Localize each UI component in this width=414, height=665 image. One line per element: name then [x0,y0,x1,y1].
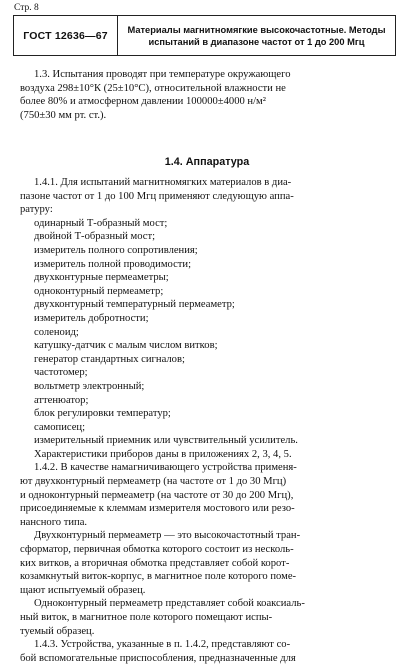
list-item: соленоид; [34,326,79,338]
text-line: 1.3. Испытания проводят при температуре окружающего [34,69,291,80]
list-item: блок регулировки температур; [34,408,171,420]
list-item: частотомер; [34,367,88,379]
title-line: Материалы магнитномягкие высокочастотные. Методы [127,24,386,35]
text-line: 1.4.1. Для испытаний магнитномягких материалов в диа- [34,177,292,188]
text-line: 1.4.3. Устройства, указанные в п. 1.4.2, представляют со- [34,639,291,651]
section-1-4-body [20,176,395,665]
list-item: измеритель полной проводимости; [34,258,192,270]
list-item: двухконтурные пермеаметры; [34,272,169,284]
text-line: воздуха 298±10°К (25±10°С), относительной влажности не [20,82,286,94]
text-line: бой вспомогательные приспособления, предназначенные для [20,652,296,664]
list-item: генератор стандартных сигналов; [34,353,185,365]
text-line: ют двухконтурный пермеаметр (на частоте от 1 до 30 Мгц) [20,476,287,488]
list-item: двухконтурный температурный пермеаметр; [34,299,235,311]
text-line: 1.4.2. В качестве намагничивающего устройства применя- [34,462,297,474]
list-item: одинарный Т-образный мост; [34,217,168,229]
list-item: двойной Т-образный мост; [34,231,156,243]
text-line: (750±30 мм рт. ст.). [20,109,107,121]
title-line: испытаний в диапазоне частот от 1 до 200 Мгц [148,36,365,47]
text-line: Одноконтурный пермеаметр представляет собой коаксиаль- [34,598,305,610]
text-line: козамкнутый виток-корпус, в магнитное поле которого поме- [20,571,297,583]
text-line: и одноконтурный пермеаметр (на частоте от 30 до 200 Мгц), [20,489,294,501]
list-item: измерительный приемник или чувствительный усилитель. [34,435,298,447]
standard-number: ГОСТ 12636—67 [14,16,118,55]
list-item: измеритель добротности; [34,312,149,324]
list-item: измеритель полного сопротивления; [34,244,198,256]
list-item: одноконтурный пермеаметр; [34,285,164,297]
text-line: более 80% и атмосферном давлении 100000±4000 н/м² [20,96,266,108]
section-1-3 [20,68,395,122]
text-line: присоединяемые к клеммам измерителя мостового или резо- [20,503,295,515]
standard-title [118,16,395,55]
text-line: туемый образец. [20,625,95,637]
page-number: Стр. 8 [14,3,39,13]
text-line: Двухконтурный пермеаметр — это высокочастотный тран- [34,530,301,542]
list-item: катушку-датчик с малым числом витков; [34,340,218,352]
text-line: Характеристики приборов даны в приложениях 2, 3, 4, 5. [34,448,292,460]
list-item: самописец; [34,421,86,433]
text-line: ратуру: [20,204,53,216]
list-item: вольтметр электронный; [34,380,145,392]
list-item: аттенюатор; [34,394,89,406]
section-heading: 1.4. Аппаратура [164,156,250,168]
standard-header [13,15,396,56]
text-line: щают испытуемый образец. [20,584,146,596]
text-line: ный виток, в магнитное поле которого помещают испы- [20,612,273,623]
text-line: нансного типа. [20,516,88,528]
text-line: сформатор, первичная обмотка которого состоит из несколь- [20,544,294,556]
text-line: пазоне частот от 1 до 100 Мгц применяют следующую аппа- [20,190,294,202]
text-line: ких витков, а вторичная обмотка представляет собой корот- [20,557,290,569]
